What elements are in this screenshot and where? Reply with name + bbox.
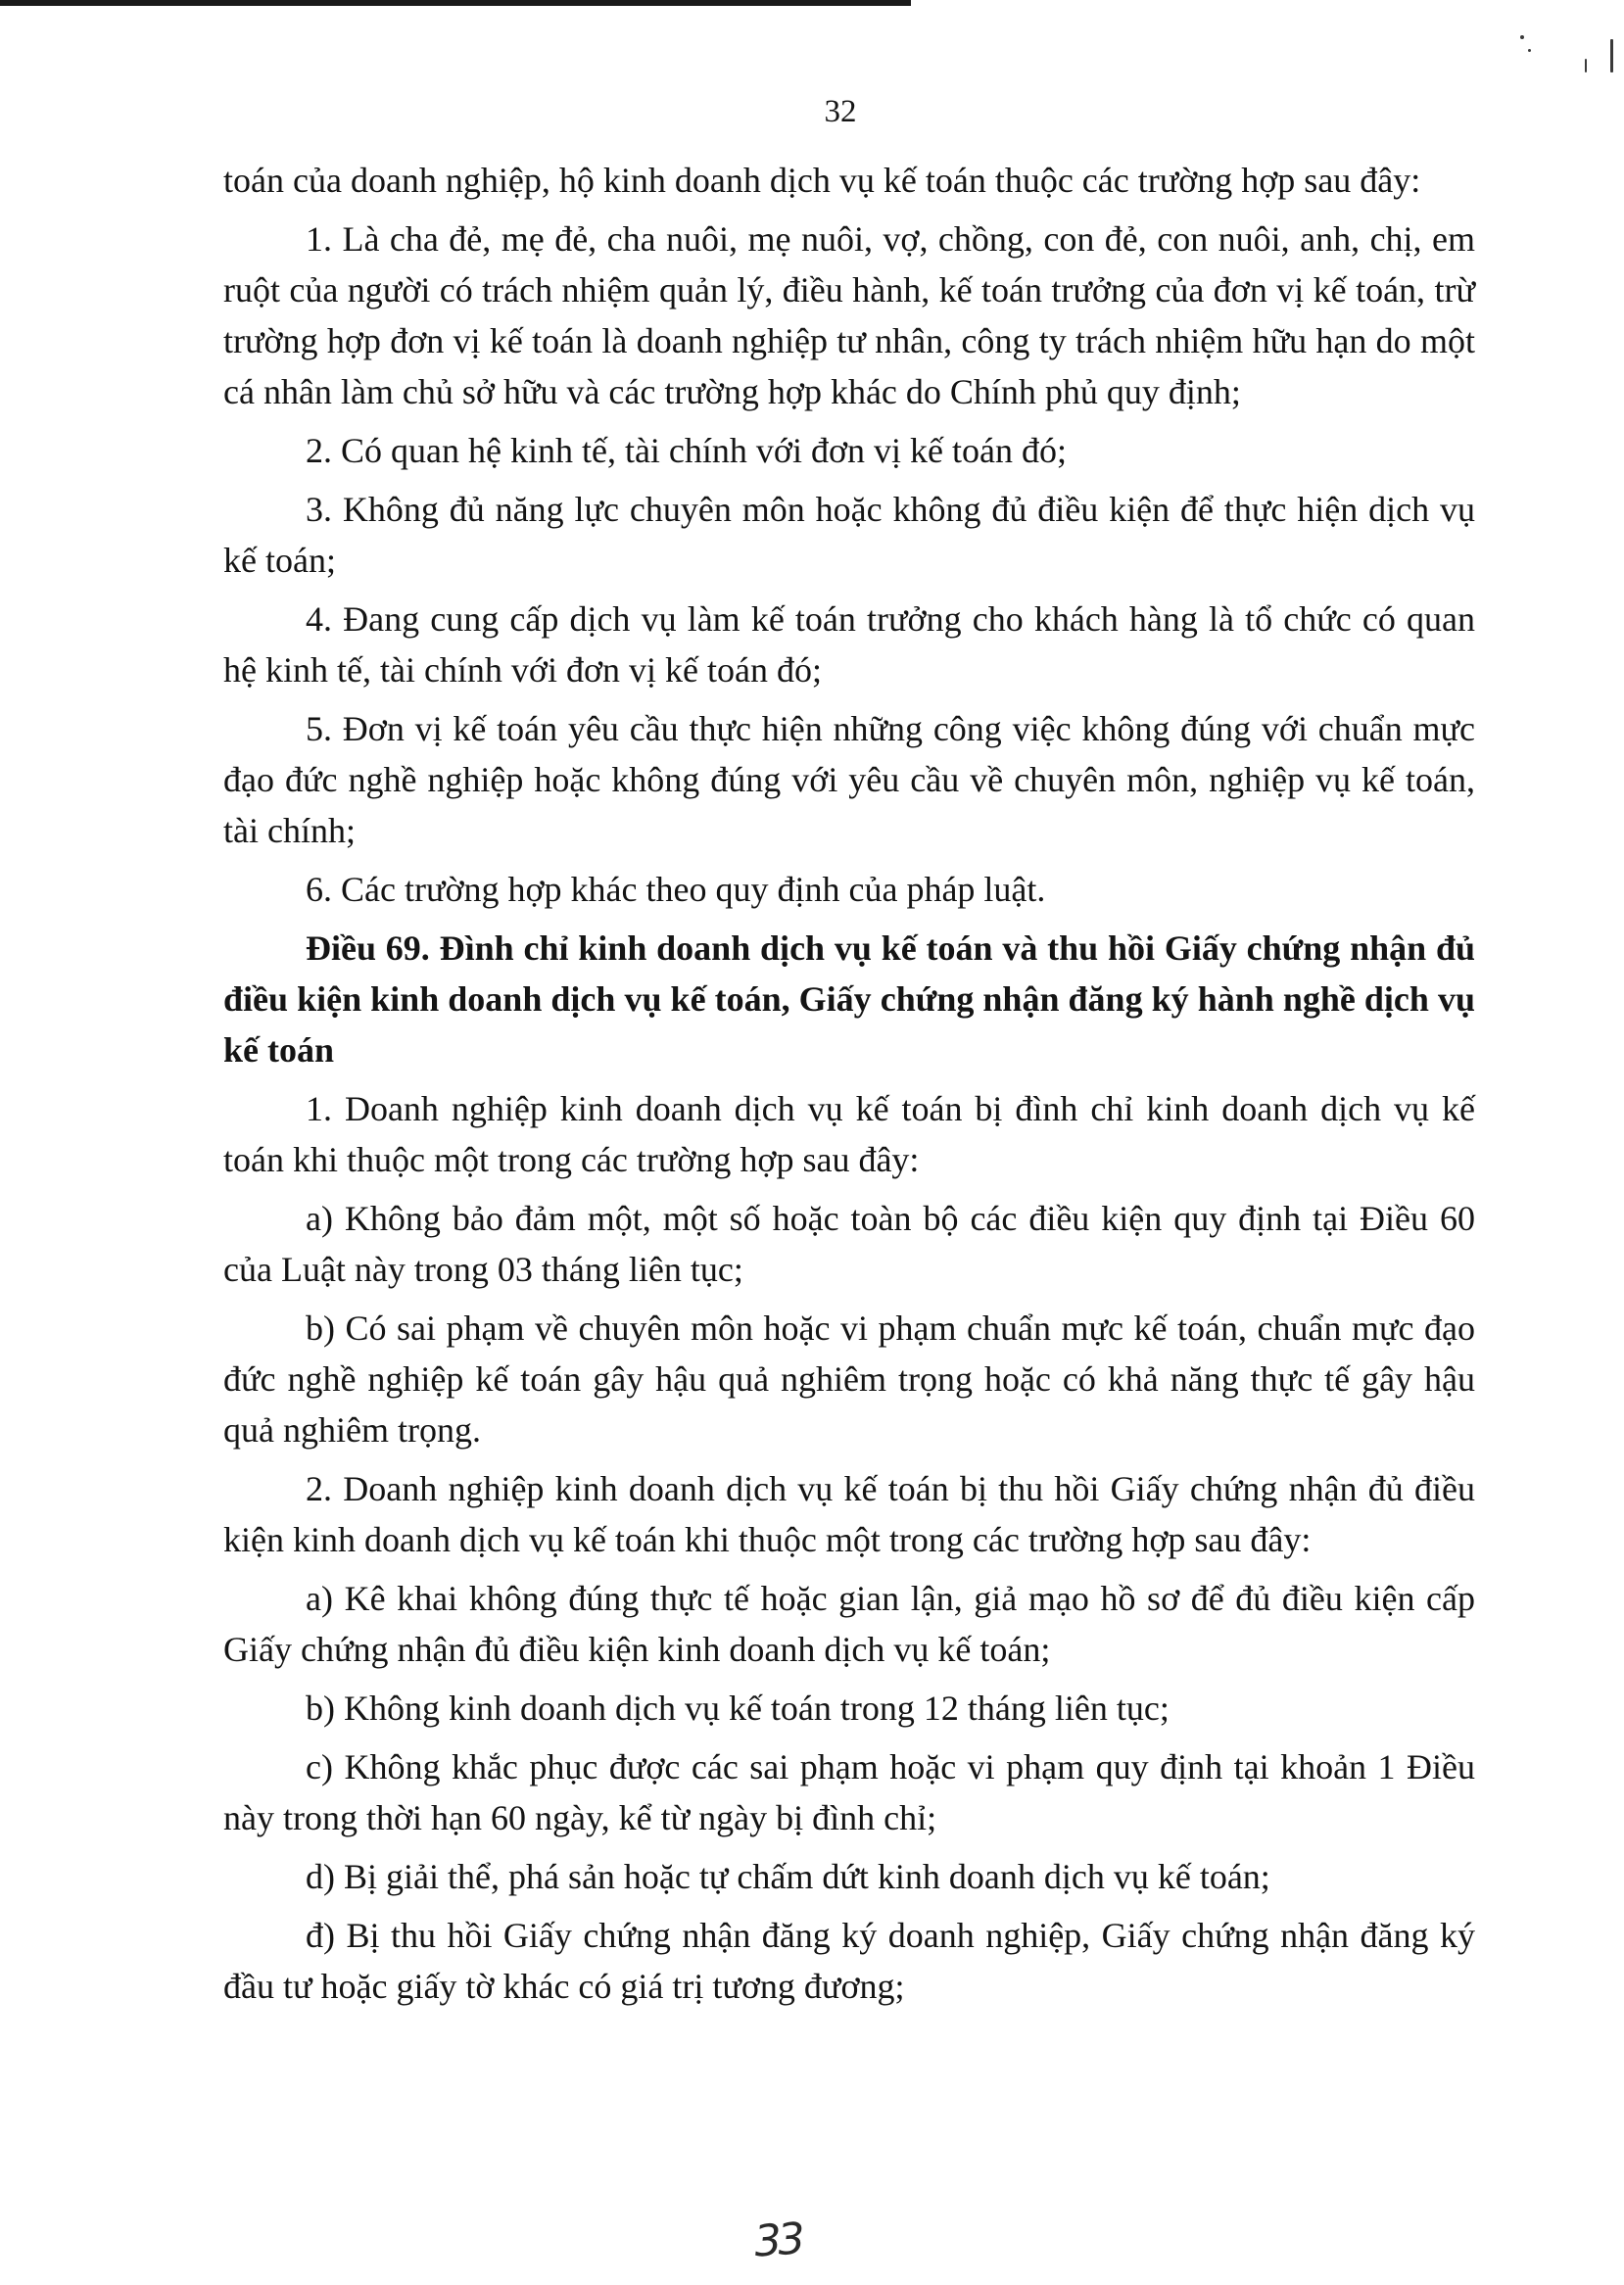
scan-speck xyxy=(1520,35,1524,39)
article-69-clause-2: 2. Doanh nghiệp kinh doanh dịch vụ kế toán bị thu hồi Giấy chứng nhận đủ điều kiện kinh doanh dịch vụ kế toán khi thuộc một trong các trường hợp sau đây: xyxy=(223,1469,1475,1559)
scan-top-rule xyxy=(0,0,911,6)
scan-speck xyxy=(1528,49,1531,52)
scan-speck xyxy=(1585,59,1587,72)
scan-speck xyxy=(1610,39,1613,72)
clause-3: 3. Không đủ năng lực chuyên môn hoặc không đủ điều kiện để thực hiện dịch vụ kế toán; xyxy=(223,490,1475,580)
article-69-clause-2dd: đ) Bị thu hồi Giấy chứng nhận đăng ký doanh nghiệp, Giấy chứng nhận đăng ký đầu tư hoặc giấy tờ khác có giá trị tương đương; xyxy=(223,1916,1475,2006)
article-69-clause-2d: d) Bị giải thể, phá sản hoặc tự chấm dứt kinh doanh dịch vụ kế toán; xyxy=(306,1857,1270,1896)
article-69-heading: Điều 69. Đình chỉ kinh doanh dịch vụ kế toán và thu hồi Giấy chứng nhận đủ điều kiện kinh doanh dịch vụ kế toán, Giấy chứng nhận đăng ký hành nghề dịch vụ kế toán xyxy=(223,928,1475,1070)
clause-2: 2. Có quan hệ kinh tế, tài chính với đơn vị kế toán đó; xyxy=(306,431,1067,470)
article-69-clause-1: 1. Doanh nghiệp kinh doanh dịch vụ kế toán bị đình chỉ kinh doanh dịch vụ kế toán khi thuộc một trong các trường hợp sau đây: xyxy=(223,1089,1475,1179)
handwritten-page-mark: 33 xyxy=(752,2214,803,2267)
article-69-clause-2b: b) Không kinh doanh dịch vụ kế toán trong 12 tháng liên tục; xyxy=(306,1689,1170,1728)
page-number: 32 xyxy=(824,94,857,129)
article-69-clause-2a: a) Kê khai không đúng thực tế hoặc gian lận, giả mạo hồ sơ để đủ điều kiện cấp Giấy chứng nhận đủ điều kiện kinh doanh dịch vụ kế toán; xyxy=(223,1579,1475,1669)
clause-4: 4. Đang cung cấp dịch vụ làm kế toán trưởng cho khách hàng là tổ chức có quan hệ kinh tế, tài chính với đơn vị kế toán đó; xyxy=(223,599,1475,690)
clause-5: 5. Đơn vị kế toán yêu cầu thực hiện những công việc không đúng với chuẩn mực đạo đức nghề nghiệp hoặc không đúng với yêu cầu về chuyên môn, nghiệp vụ kế toán, tài chính; xyxy=(223,709,1475,850)
document-body xyxy=(223,155,1475,2020)
article-69-clause-1b: b) Có sai phạm về chuyên môn hoặc vi phạm chuẩn mực kế toán, chuẩn mực đạo đức nghề nghiệp kế toán gây hậu quả nghiêm trọng hoặc có khả năng thực tế gây hậu quả nghiêm trọng. xyxy=(223,1309,1475,1450)
article-69-clause-2c: c) Không khắc phục được các sai phạm hoặc vi phạm quy định tại khoản 1 Điều này trong thời hạn 60 ngày, kể từ ngày bị đình chỉ; xyxy=(223,1747,1475,1837)
article-69-clause-1a: a) Không bảo đảm một, một số hoặc toàn bộ các điều kiện quy định tại Điều 60 của Luật này trong 03 tháng liên tục; xyxy=(223,1199,1475,1289)
continuation-paragraph: toán của doanh nghiệp, hộ kinh doanh dịch vụ kế toán thuộc các trường hợp sau đây: xyxy=(223,161,1421,200)
clause-6: 6. Các trường hợp khác theo quy định của pháp luật. xyxy=(306,870,1046,909)
clause-1: 1. Là cha đẻ, mẹ đẻ, cha nuôi, mẹ nuôi, vợ, chồng, con đẻ, con nuôi, anh, chị, em ruột của người có trách nhiệm quản lý, điều hành, kế toán trưởng của đơn vị kế toán, trừ trường hợp đơn vị kế toán là doanh nghiệp tư nhân, công ty trách nhiệm hữu hạn do một cá nhân làm chủ sở hữu và các trường hợp khác do Chính phủ quy định; xyxy=(223,219,1475,411)
